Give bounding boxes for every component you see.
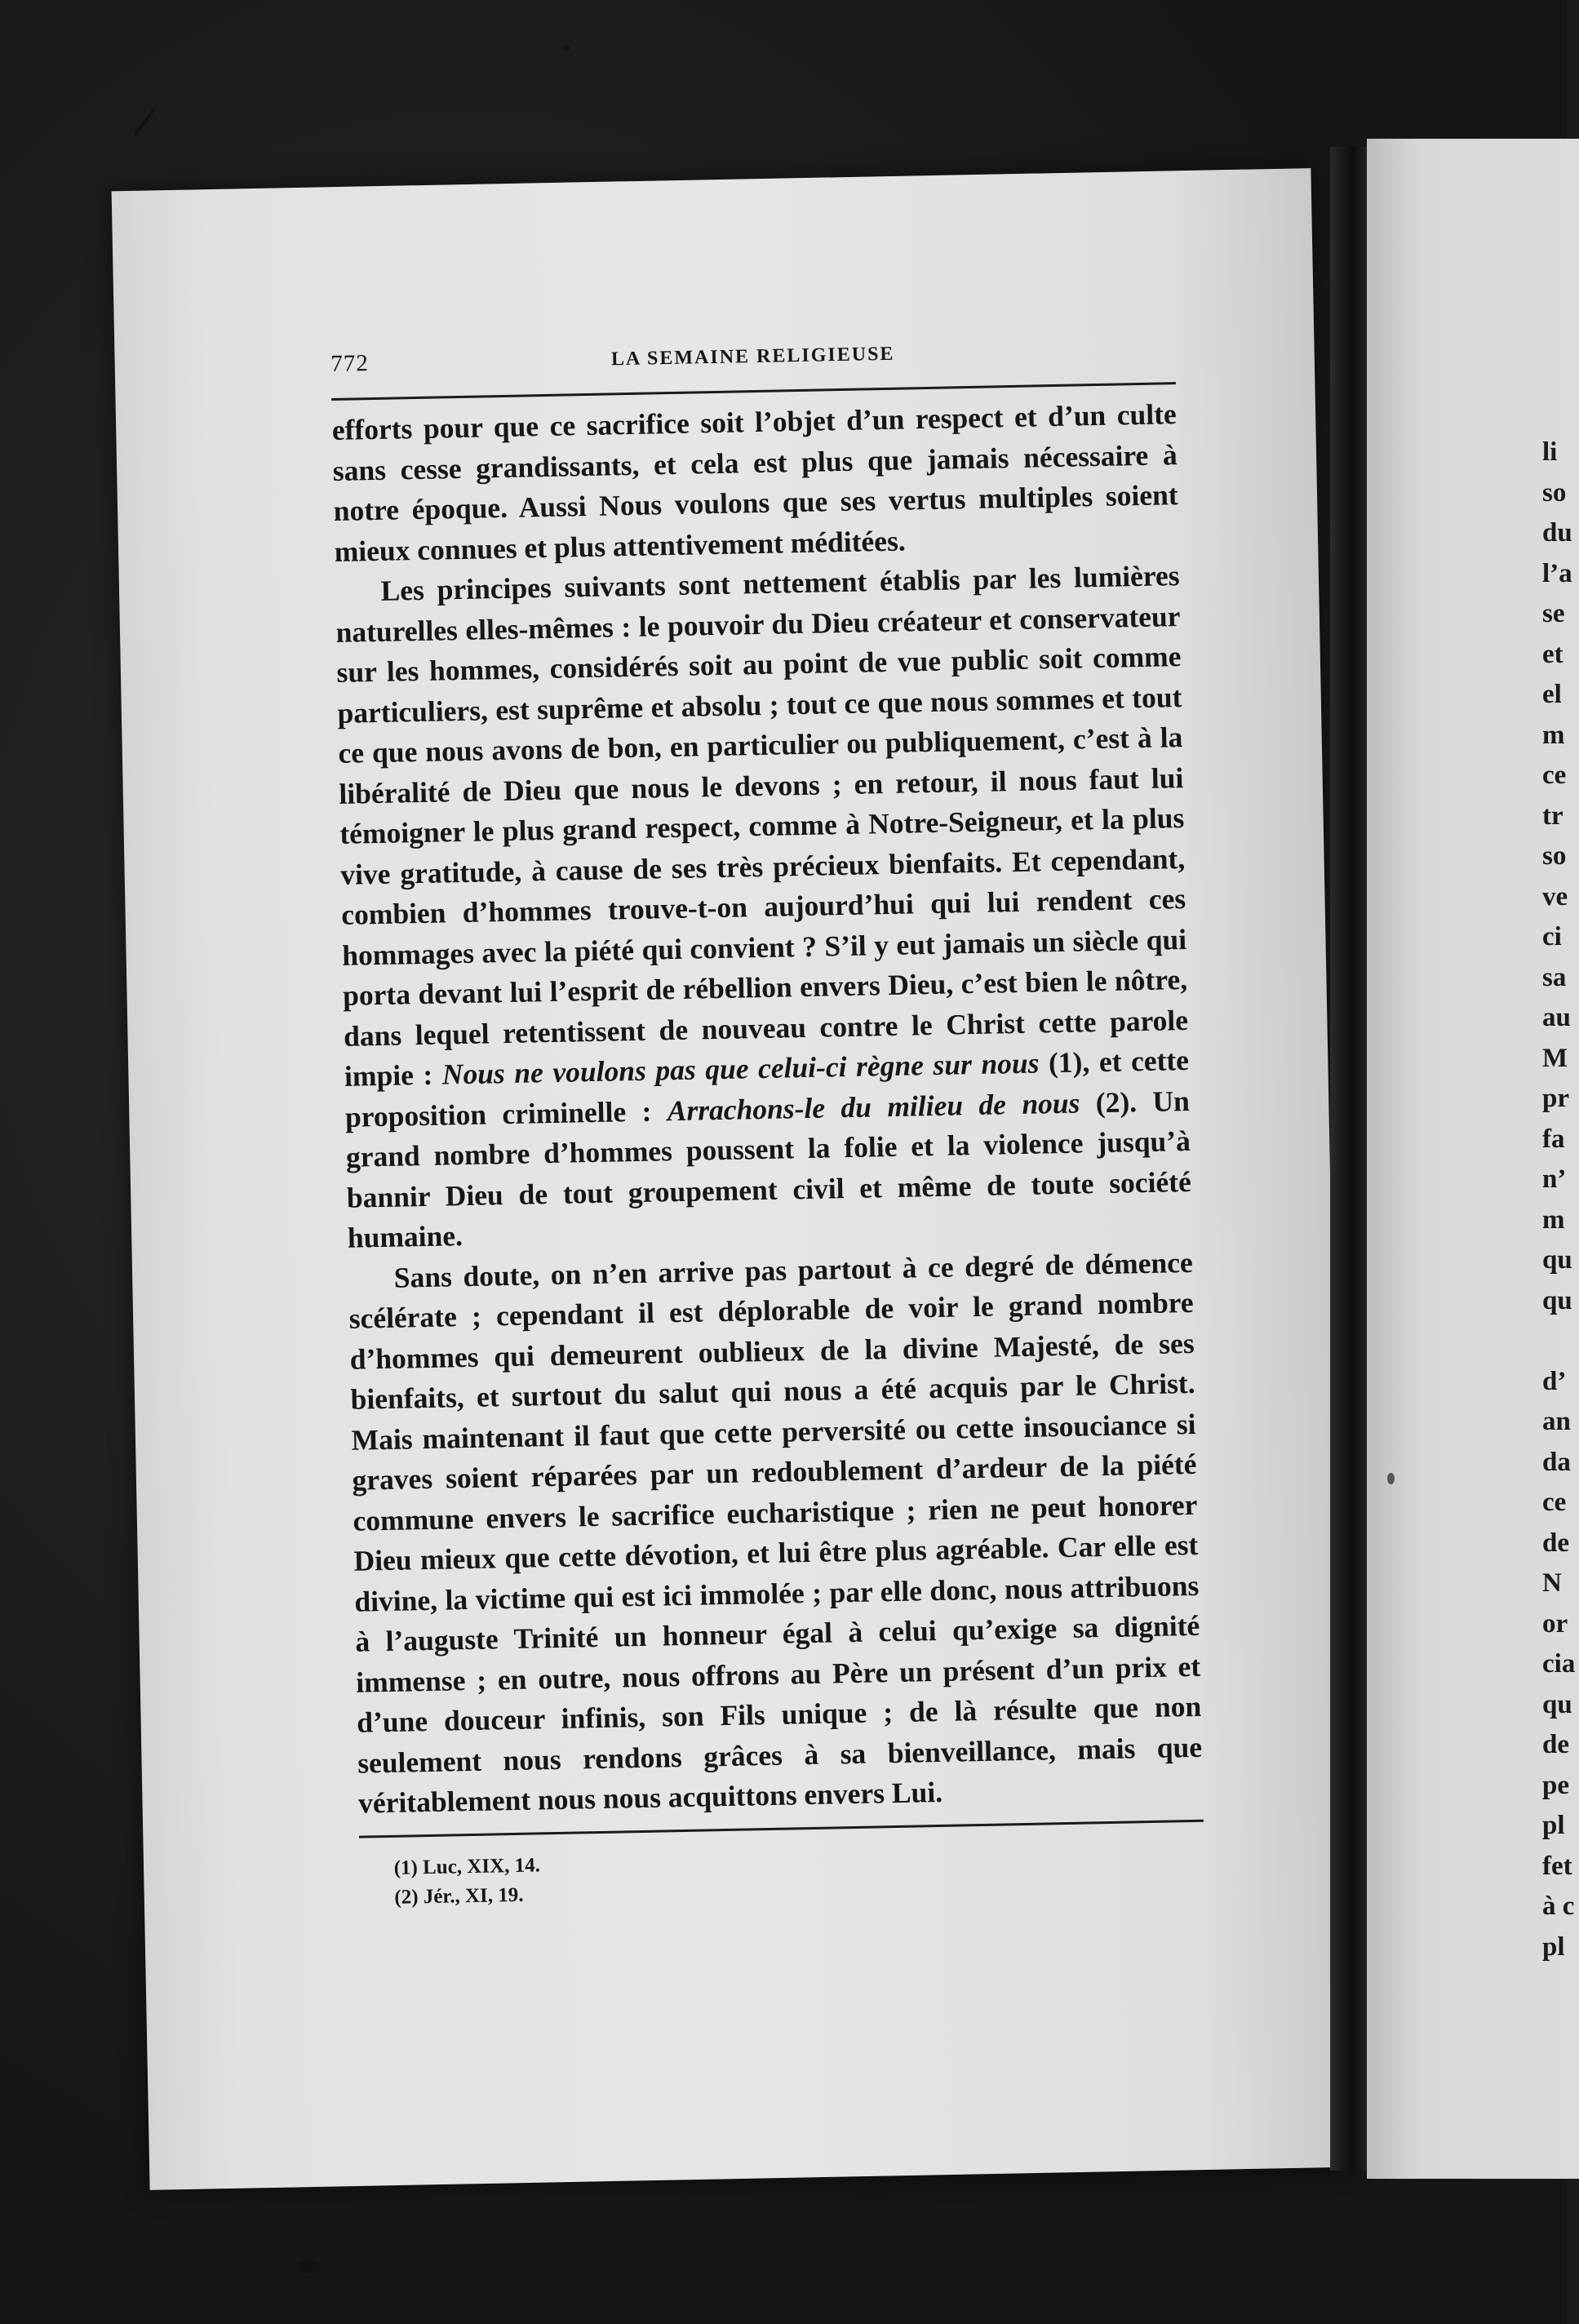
facing-page-line: n’ [1542,1164,1567,1194]
facing-page-line [1542,1321,1575,1362]
text-run: (1), et cette proposition criminelle : [344,1043,1190,1133]
facing-page-line: pr [1542,1084,1569,1113]
facing-page-line: cia [1542,1649,1576,1679]
dust-speck [1387,1473,1395,1484]
facing-page-line: l’a [1542,558,1572,588]
facing-page-line: el [1542,680,1562,709]
facing-page-line: de [1542,1528,1569,1558]
facing-page-line: so [1542,841,1567,871]
book-gutter [1330,147,1367,2171]
facing-page-line: ce [1542,761,1567,790]
facing-page-line: du [1542,518,1572,548]
facing-page-line: ve [1542,881,1568,911]
facing-page-line: N [1542,1568,1562,1598]
italic-quote: Nous ne voulons pas que celui-ci règne sur nous [441,1046,1040,1091]
facing-page-line: qu [1542,1245,1572,1275]
paragraph [331,394,1179,572]
facing-page-line: tr [1542,801,1563,831]
facing-page-line: fa [1542,1124,1565,1154]
paragraph [348,1242,1203,1824]
facing-page-line: de [1542,1730,1569,1759]
dust-speck [298,2260,319,2273]
footnote-marker: (2) [394,1885,419,1909]
dust-speck [563,45,570,51]
facing-page-line: pe [1542,1770,1569,1800]
footnote-text: Luc, XIX, 14. [417,1853,541,1878]
facing-page-line: m [1542,720,1565,750]
italic-quote: Arrachons-le du milieu de nous [667,1086,1080,1127]
facing-page-line: ci [1542,922,1562,951]
text-run: (2). Un grand nombre d’hommes poussent la folie et la violence jusqu’à bannir Dieu de tout groupement civil et même de toute société humaine. [345,1084,1192,1254]
body-text [331,394,1203,1824]
facing-page-line: fet [1542,1851,1572,1881]
facing-page-line: pl [1542,1931,1565,1962]
paragraph [335,556,1192,1258]
page-number: 772 [330,350,370,377]
facing-page-line: se [1542,599,1565,628]
facing-page-line: an [1542,1407,1571,1436]
text-run: efforts pour que ce sacrifice soit l’objet d’un respect et d’un culte sans cesse grandissants, et cela est plus que jamais nécessaire à notre époque. Aussi Nous voulons que ses vertus multiples soient mieux connues et plus attentivement méditées. [331,397,1178,568]
facing-page-line: qu [1542,1689,1572,1719]
text-run: Les principes suivants sont nettement établis par les lumières naturelles elles-mêmes : le pouvoir du Dieu créateur et conservateur sur les hommes, considérés soit au point de vue public soit comme particuliers, est suprême et absolu ; tout ce que nous sommes et tout ce que nous avons de bon, en particulier ou publiquement, c’est à la libéralité de Dieu que nous le devons ; en retour, il nous faut lui témoigner le plus grand respect, comme à Notre-Seigneur, et la plus vive gratitude, à cause de ses très précieux bienfaits. Et cependant, combien d’hommes trouve-t-on aujourd’hui qui lui rendent ces hommages avec la piété qui convient ? S’il y eut jamais un siècle qui porta devant lui l’esprit de rébellion envers Dieu, c’est bien le nôtre, dans lequel retentissent de nouveau contre le Christ cette parole impie : [335,559,1189,1093]
facing-page-line: pl [1542,1811,1565,1840]
footnote-text: Jér., XI, 19. [418,1883,524,1908]
page-content [330,335,1205,1913]
running-title: LA SEMAINE RELIGIEUSE [610,343,895,370]
facing-page-line: da [1542,1447,1571,1477]
text-run: Sans doute, on n’en arrive pas partout à ce degré de démence scélérate ; cependant il est déplorable de voir le grand nombre d’hommes qui demeurent oublieux de la divine Majesté, de ses bienfaits, et surtout du salut qui nous a été acquis par le Christ. Mais maintenant il faut que cette perversité ou cette insouciance si graves soient réparées par un redoublement d’ardeur de la piété commune envers le sacrifice eucharistique ; rien ne peut honorer Dieu mieux que cette dévotion, et lui être plus agréable. Car elle est divine, la victime qui est ici immolée ; par elle donc, nous attribuons à l’auguste Trinité un honneur égal à celui qu’exige sa dignité immense ; en outre, nous offrons au Père un présent d’un prix et d’une douceur infinis, son Fils unique ; de là résulte que non seulement nous rendons grâces à sa bienveillance, mais que véritablement nous nous acquittons envers Lui. [348,1245,1203,1820]
facing-page-text [1542,432,1575,1967]
facing-page-line: so [1542,477,1567,508]
facing-page-line: qu [1542,1285,1572,1315]
facing-page-line: li [1542,437,1558,467]
facing-page-line: au [1542,1003,1571,1032]
facing-page-line: à c [1542,1892,1575,1921]
facing-page-line: or [1542,1608,1568,1639]
facing-page-line: M [1542,1043,1568,1073]
footnote-rule [359,1819,1204,1838]
facing-page-line: m [1542,1204,1565,1235]
facing-page-line: et [1542,639,1563,669]
facing-page-line: d’ [1542,1366,1567,1396]
facing-page-line: sa [1542,962,1567,992]
facing-page-line: ce [1542,1488,1567,1517]
footnote-marker: (1) [393,1856,419,1879]
